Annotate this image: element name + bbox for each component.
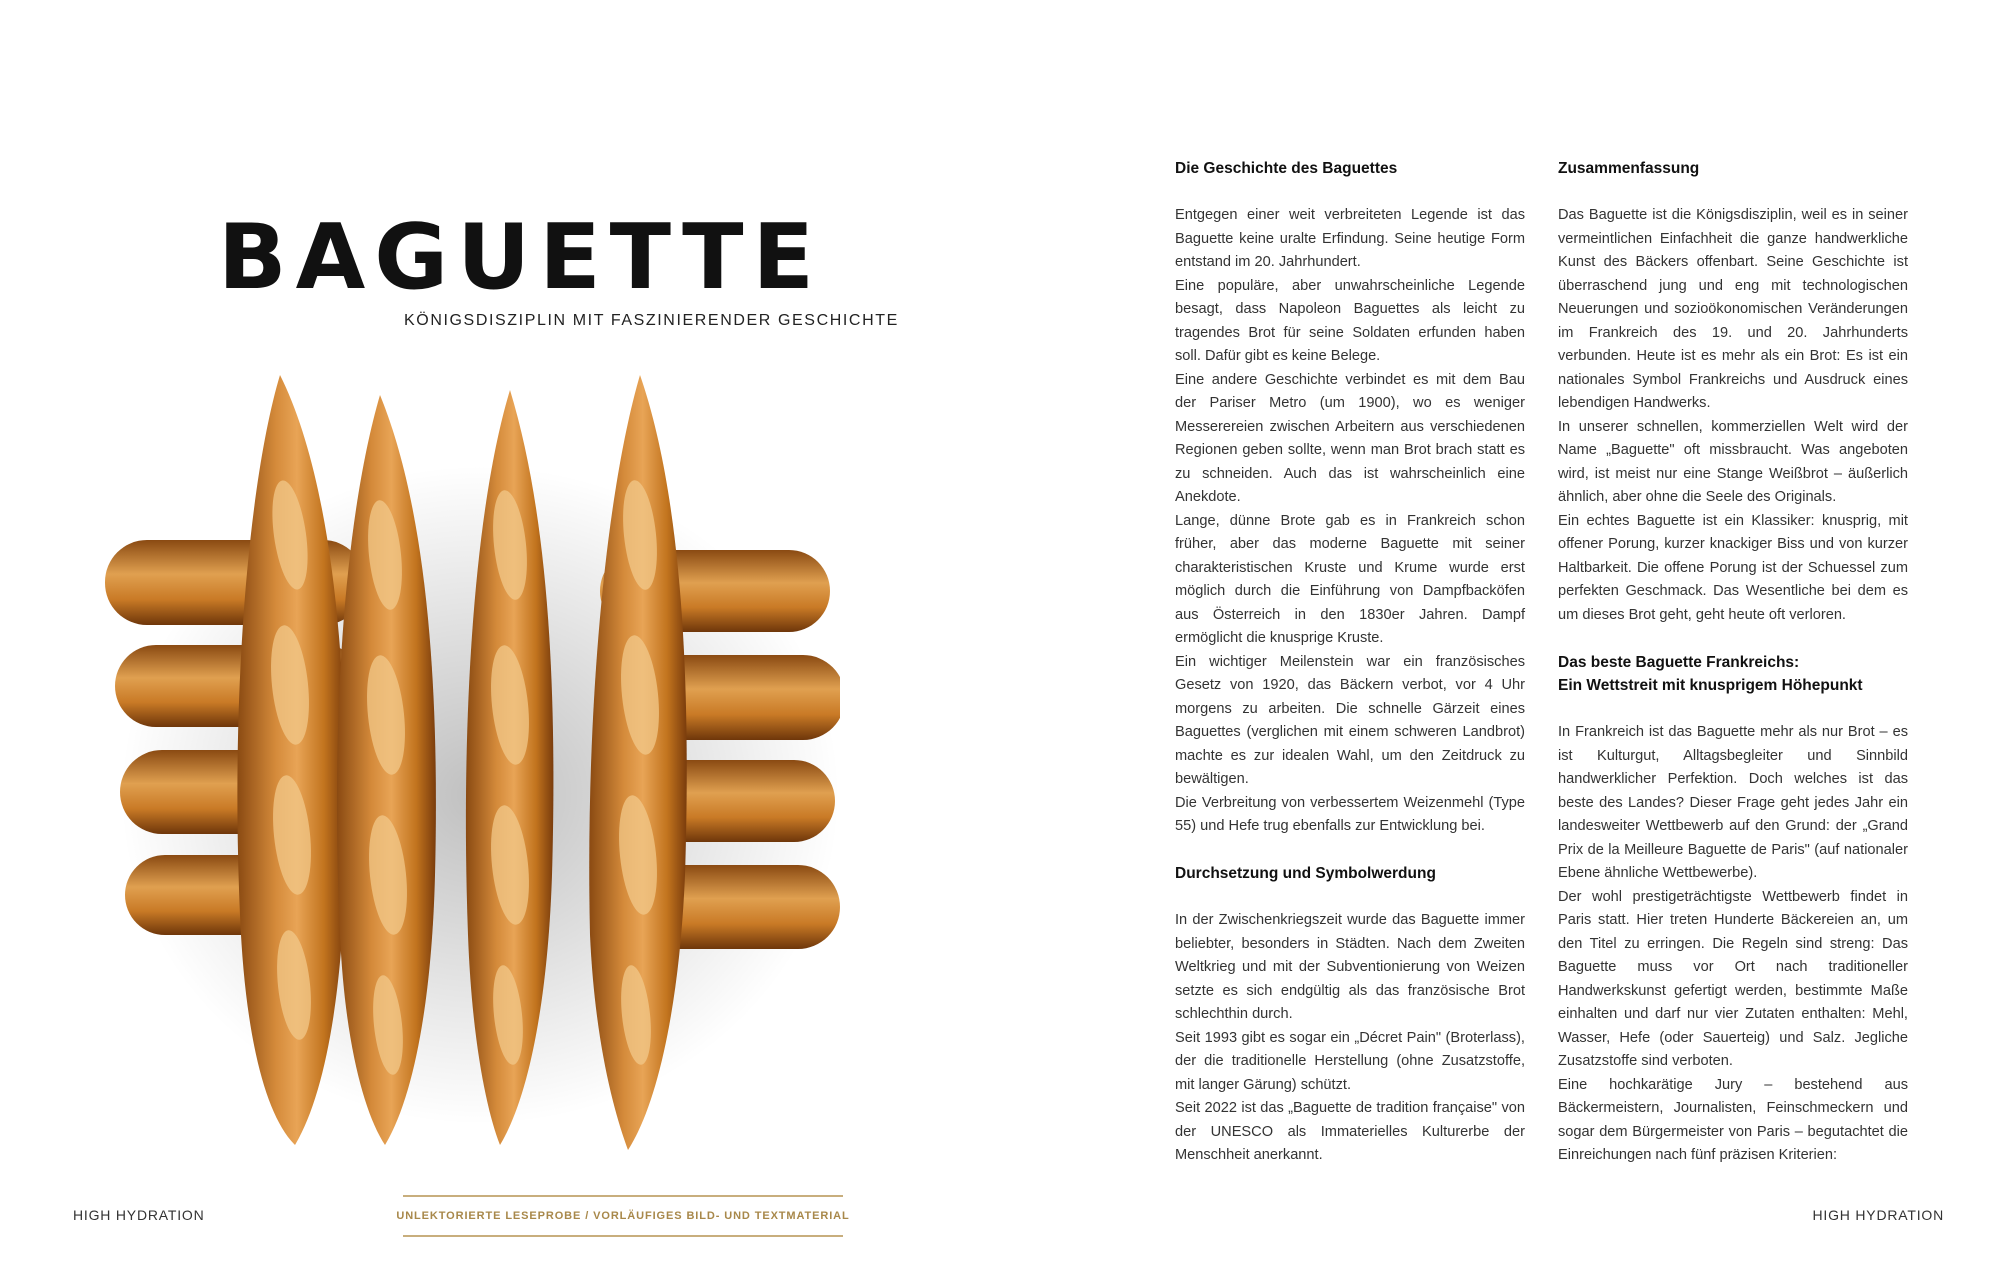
paragraph: In Frankreich ist das Baguette mehr als nur Brot – es ist Kulturgut, Alltagsbegleiter und Sinnbild handwerklicher Perfektion. Doch welches ist das beste des Landes? Dieser Frage geht jedes Jahr ein landesweiter Wettbewerb auf den Grund: der „Grand Prix de la Meilleure Baguette de Paris" (auf nationaler Ebene ähnliche Wettbewerbe). <box>1558 724 1908 881</box>
section-heading-line1: Das beste Baguette Frankreichs: <box>1558 653 1800 671</box>
paragraph: Der wohl prestigeträchtigste Wettbewerb findet in Paris statt. Hier treten Hunderte Bäckereien an, um den Titel zu erringen. Die Regeln sind streng: Das Baguette muss vor Ort nach traditioneller Handwerkskunst gefertigt werden, bestimmte Maße einhalten und darf nur vier Zutaten enthalten: Mehl, Wasser, Hefe (oder Sauerteig) und Salz. Jegliche Zusatzstoffe sind verboten. <box>1558 888 1908 1069</box>
preview-notice: UNLEKTORIERTE LESEPROBE / VORLÄUFIGES BILD- UND TEXTMATERIAL <box>403 1195 843 1237</box>
right-page <box>1000 0 2000 1285</box>
paragraph: Die Verbreitung von verbessertem Weizenmehl (Type 55) und Hefe trug ebenfalls zur Entwicklung bei. <box>1175 794 1525 834</box>
paragraph: Eine andere Geschichte verbindet es mit dem Bau der Pariser Metro (um 1900), wo es weniger Messerereien zwischen Arbeitern aus verschiedenen Regionen geben sollte, wenn man Brot brach statt es zu schneiden. Auch das ist wahrscheinlich eine Anekdote. <box>1175 371 1525 505</box>
paragraph: Entgegen einer weit verbreiteten Legende ist das Baguette keine uralte Erfindung. Seine heutige Form entstand im 20. Jahrhundert. <box>1175 207 1525 270</box>
paragraph: In der Zwischenkriegszeit wurde das Baguette immer beliebter, besonders in Städten. Nach dem Zweiten Weltkrieg und mit der Subventionierung von Weizen setzte es sich endgültig als das französische Brot schlechthin durch. <box>1175 912 1525 1022</box>
page-subtitle: KÖNIGSDISZIPLIN MIT FASZINIERENDER GESCHICHTE <box>404 312 899 329</box>
section-heading <box>1558 651 1908 698</box>
paragraph: Das Baguette ist die Königsdisziplin, weil es in seiner vermeintlichen Einfachheit die ganze handwerkliche Kunst des Bäckers offenbart. Seine Geschichte ist überraschend jung und eng mit technologischen Neuerungen und sozioökonomischen Veränderungen im Frankreich des 19. und 20. Jahrhunderts verbunden. Heute ist es mehr als ein Brot: Es ist ein nationales Symbol Frankreichs und Ausdruck eines lebendigen Handwerks. <box>1558 207 1908 411</box>
footer-label-right: HIGH HYDRATION <box>1812 1207 1944 1223</box>
paragraph: Seit 1993 gibt es sogar ein „Décret Pain" (Broterlass), der die traditionelle Herstellung (ohne Zusatzstoffe, mit langer Gärung) schützt. <box>1175 1029 1525 1093</box>
footer-label-left: HIGH HYDRATION <box>73 1207 205 1223</box>
page-title: BAGUETTE <box>218 205 824 310</box>
paragraph: In unserer schnellen, kommerziellen Welt wird der Name „Baguette" oft missbraucht. Was angeboten wird, ist meist nur eine Stange Weißbrot – äußerlich ähnlich, aber ohne die Seele des Originals. <box>1558 418 1908 505</box>
paragraph: Seit 2022 ist das „Baguette de tradition française" von der UNESCO als Immaterielles Kulturerbe der Menschheit anerkannt. <box>1175 1100 1525 1163</box>
paragraph: Lange, dünne Brote gab es in Frankreich schon früher, aber das moderne Baguette mit seiner charakteristischen Kruste und Krume wurde erst möglich durch die Einführung von Dampfbacköfen aus Österreich in den 1830er Jahren. Dampf ermöglicht die knusprige Kruste. <box>1175 512 1525 646</box>
text-column-1 <box>1175 157 1525 1168</box>
text-column-2 <box>1558 157 1908 1168</box>
section-heading-line2: Ein Wettstreit mit knusprigem Höhepunkt <box>1558 677 1863 694</box>
section-heading: Durchsetzung und Symbolwerdung <box>1175 865 1436 882</box>
paragraph: Ein wichtiger Meilenstein war ein französisches Gesetz von 1920, das Bäckern verbot, vor 4 Uhr morgens zu arbeiten. Die schnelle Gärzeit eines Baguettes (verglichen mit einem schweren Landbrot) machte es zur idealen Wahl, um den Zeitdruck zu bewältigen. <box>1175 653 1525 787</box>
paragraph: Eine populäre, aber unwahrscheinliche Legende besagt, dass Napoleon Baguettes als leicht zu tragendes Brot für seine Soldaten erfunden haben soll. Dafür gibt es keine Belege. <box>1175 277 1525 364</box>
section-heading: Zusammenfassung <box>1558 160 1700 177</box>
section-heading: Die Geschichte des Baguettes <box>1175 160 1398 177</box>
paragraph: Eine hochkarätige Jury – bestehend aus Bäckermeistern, Journalisten, Feinschmeckern und sogar dem Bürgermeister von Paris – begutachtet die Einreichungen nach fünf präzisen Kriterien: <box>1558 1076 1908 1163</box>
paragraph: Ein echtes Baguette ist ein Klassiker: knusprig, mit offener Porung, kurzer knackiger Biss und von kurzer Haltbarkeit. Die offene Porung ist der Schuessel zum perfekten Geschmack. Das Wesentliche bei dem es um dieses Brot geht, geht heute oft verloren. <box>1558 512 1908 623</box>
baguettes-photo <box>80 355 840 1155</box>
